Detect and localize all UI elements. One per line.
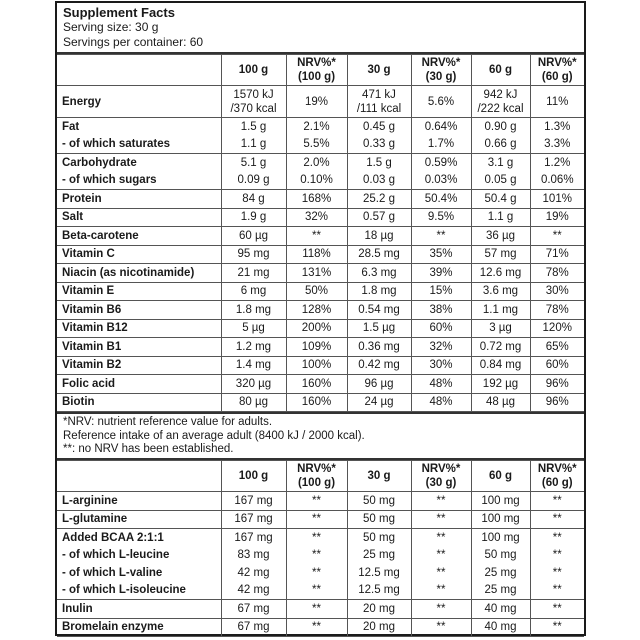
nrv-cell: 48% xyxy=(411,393,471,412)
column-header-line: 100 g xyxy=(238,64,269,76)
nrv-cell: 60% xyxy=(530,356,584,375)
amount-cell: 192 µg xyxy=(471,375,530,394)
nrv-cell: 60% xyxy=(411,319,471,338)
column-header xyxy=(221,55,286,86)
amount-cell: 0.45 g xyxy=(347,118,411,136)
row-label: Vitamin B1 xyxy=(57,338,221,357)
table-row xyxy=(57,118,584,136)
nrv-cell: ** xyxy=(530,529,584,547)
nrv-cell: 30% xyxy=(530,282,584,301)
amount-cell: 1.4 mg xyxy=(221,356,286,375)
row-label: Folic acid xyxy=(57,375,221,394)
amount-cell: 67 mg xyxy=(221,618,286,637)
row-label: - of which L-isoleucine xyxy=(57,582,221,600)
amount-cell: 0.90 g xyxy=(471,118,530,136)
amount-cell: 83 mg xyxy=(221,547,286,565)
energy-kj: 1570 kJ xyxy=(233,88,274,101)
column-header-line: NRV%* xyxy=(297,463,336,475)
nrv-cell: 19% xyxy=(530,208,584,227)
nrv-cell: 100% xyxy=(286,356,347,375)
table-row xyxy=(57,510,584,529)
nrv-cell: ** xyxy=(286,547,347,565)
amount-cell: 12.5 mg xyxy=(347,564,411,582)
amount-cell: 1.1 g xyxy=(221,136,286,154)
column-header-line: NRV%* xyxy=(297,57,336,69)
facts-title: Supplement Facts xyxy=(63,5,175,20)
header-blank xyxy=(57,461,221,492)
column-header xyxy=(286,461,347,492)
amount-cell: 0.09 g xyxy=(221,172,286,190)
nrv-cell: 0.59% xyxy=(411,154,471,172)
nrv-cell: 30% xyxy=(411,356,471,375)
amount-cell: 42 mg xyxy=(221,564,286,582)
column-header-line: 30 g xyxy=(367,470,391,482)
nrv-cell: 32% xyxy=(411,338,471,357)
amount-cell: 25 mg xyxy=(347,547,411,565)
table-row xyxy=(57,582,584,600)
nrv-cell: ** xyxy=(530,564,584,582)
column-header-line: (100 g) xyxy=(297,477,336,489)
nutrition-table xyxy=(57,54,584,412)
amount-cell: 1.5 g xyxy=(221,118,286,136)
amount-cell: 1.8 mg xyxy=(221,301,286,320)
table-row xyxy=(57,547,584,565)
note-line: Reference intake of an average adult (8400 kJ / 2000 kcal). xyxy=(63,429,365,442)
table-row xyxy=(57,172,584,190)
energy-nrv-60g: 11% xyxy=(530,86,584,118)
amount-cell: 6 mg xyxy=(221,282,286,301)
nrv-cell: 1.2% xyxy=(530,154,584,172)
nrv-cell: ** xyxy=(411,600,471,619)
column-header xyxy=(471,55,530,86)
row-label: Vitamin B12 xyxy=(57,319,221,338)
nrv-notes xyxy=(57,412,584,460)
amount-cell: 20 mg xyxy=(347,618,411,637)
nrv-cell: 65% xyxy=(530,338,584,357)
amount-cell: 48 µg xyxy=(471,393,530,412)
nrv-cell: 1.7% xyxy=(411,136,471,154)
nrv-cell: 0.06% xyxy=(530,172,584,190)
nrv-cell: ** xyxy=(286,492,347,511)
amount-cell: 36 µg xyxy=(471,227,530,246)
nrv-cell: 15% xyxy=(411,282,471,301)
nrv-cell: 39% xyxy=(411,264,471,283)
table-row xyxy=(57,492,584,511)
amount-cell: 1.1 mg xyxy=(471,301,530,320)
column-header-line: 60 g xyxy=(488,64,512,76)
amount-cell: 1.5 µg xyxy=(347,319,411,338)
column-header xyxy=(471,461,530,492)
amount-cell: 0.72 mg xyxy=(471,338,530,357)
amount-cell: 1.5 g xyxy=(347,154,411,172)
nrv-cell: 118% xyxy=(286,245,347,264)
amount-cell: 100 mg xyxy=(471,529,530,547)
table-row xyxy=(57,529,584,547)
nrv-cell: 50% xyxy=(286,282,347,301)
energy-60g xyxy=(471,86,530,118)
nrv-cell: ** xyxy=(411,492,471,511)
energy-nrv-100g: 19% xyxy=(286,86,347,118)
row-label: Vitamin B2 xyxy=(57,356,221,375)
servings-per-container: Servings per container: 60 xyxy=(63,35,204,49)
amount-cell: 5.1 g xyxy=(221,154,286,172)
row-label: Vitamin C xyxy=(57,245,221,264)
nrv-cell: ** xyxy=(286,618,347,637)
nrv-cell: ** xyxy=(530,582,584,600)
amount-cell: 0.03 g xyxy=(347,172,411,190)
column-header-line: NRV%* xyxy=(537,463,577,475)
nrv-cell: ** xyxy=(411,582,471,600)
nrv-cell: 2.1% xyxy=(286,118,347,136)
nrv-cell: ** xyxy=(286,529,347,547)
nrv-cell: 48% xyxy=(411,375,471,394)
amount-cell: 167 mg xyxy=(221,492,286,511)
row-label: Biotin xyxy=(57,393,221,412)
row-label: Salt xyxy=(57,208,221,227)
amount-cell: 0.33 g xyxy=(347,136,411,154)
amount-cell: 0.66 g xyxy=(471,136,530,154)
row-label: Carbohydrate xyxy=(57,154,221,172)
row-label: - of which L-leucine xyxy=(57,547,221,565)
table-row xyxy=(57,618,584,637)
amount-cell: 80 µg xyxy=(221,393,286,412)
nrv-cell: 128% xyxy=(286,301,347,320)
row-label: Vitamin E xyxy=(57,282,221,301)
other-ingredients-table xyxy=(57,460,584,637)
nrv-cell: ** xyxy=(411,618,471,637)
table-row xyxy=(57,301,584,320)
amount-cell: 50 mg xyxy=(347,492,411,511)
nrv-cell: 78% xyxy=(530,264,584,283)
column-header xyxy=(411,55,471,86)
amount-cell: 50 mg xyxy=(471,547,530,565)
nrv-cell: 0.03% xyxy=(411,172,471,190)
energy-30g xyxy=(347,86,411,118)
amount-cell: 21 mg xyxy=(221,264,286,283)
nrv-cell: 35% xyxy=(411,245,471,264)
column-header-line: (60 g) xyxy=(541,71,573,83)
table-row xyxy=(57,564,584,582)
amount-cell: 167 mg xyxy=(221,529,286,547)
amount-cell: 0.54 mg xyxy=(347,301,411,320)
nrv-cell: 101% xyxy=(530,190,584,209)
table-row xyxy=(57,190,584,209)
nrv-cell: ** xyxy=(530,492,584,511)
nrv-cell: ** xyxy=(286,564,347,582)
amount-cell: 5 µg xyxy=(221,319,286,338)
nrv-cell: 168% xyxy=(286,190,347,209)
nrv-cell: 0.64% xyxy=(411,118,471,136)
nrv-cell: ** xyxy=(411,564,471,582)
other-ingredients-header xyxy=(57,461,584,492)
amount-cell: 18 µg xyxy=(347,227,411,246)
nrv-cell: 200% xyxy=(286,319,347,338)
amount-cell: 12.6 mg xyxy=(471,264,530,283)
nrv-cell: ** xyxy=(286,582,347,600)
column-header-line: (60 g) xyxy=(541,477,573,489)
amount-cell: 0.42 mg xyxy=(347,356,411,375)
row-label: Protein xyxy=(57,190,221,209)
nrv-cell: 2.0% xyxy=(286,154,347,172)
energy-nrv-30g: 5.6% xyxy=(411,86,471,118)
nrv-cell: ** xyxy=(286,600,347,619)
amount-cell: 24 µg xyxy=(347,393,411,412)
amount-cell: 25 mg xyxy=(471,582,530,600)
table-row xyxy=(57,375,584,394)
note-line: **: no NRV has been established. xyxy=(63,443,234,455)
energy-kj: 471 kJ xyxy=(362,88,396,101)
column-header-line: (30 g) xyxy=(425,477,457,489)
table-row xyxy=(57,245,584,264)
column-header-line: (30 g) xyxy=(425,71,457,83)
amount-cell: 57 mg xyxy=(471,245,530,264)
serving-size: Serving size: 30 g xyxy=(63,20,159,34)
amount-cell: 0.84 mg xyxy=(471,356,530,375)
amount-cell: 0.36 mg xyxy=(347,338,411,357)
table-row xyxy=(57,154,584,172)
nrv-cell: 120% xyxy=(530,319,584,338)
amount-cell: 1.2 mg xyxy=(221,338,286,357)
amount-cell: 167 mg xyxy=(221,510,286,529)
nutrition-table-header xyxy=(57,55,584,86)
nrv-cell: 9.5% xyxy=(411,208,471,227)
row-label: Inulin xyxy=(57,600,221,619)
nrv-cell: ** xyxy=(530,547,584,565)
column-header-line: (100 g) xyxy=(297,71,336,83)
amount-cell: 50.4 g xyxy=(471,190,530,209)
row-label: L-glutamine xyxy=(57,510,221,529)
amount-cell: 84 g xyxy=(221,190,286,209)
amount-cell: 40 mg xyxy=(471,618,530,637)
energy-kcal: /222 kcal xyxy=(477,102,524,115)
row-label: Energy xyxy=(57,86,221,118)
nrv-cell: ** xyxy=(411,227,471,246)
nrv-cell: ** xyxy=(411,510,471,529)
table-row xyxy=(57,264,584,283)
column-header xyxy=(411,461,471,492)
nrv-cell: 38% xyxy=(411,301,471,320)
header-blank xyxy=(57,55,221,86)
amount-cell: 25.2 g xyxy=(347,190,411,209)
column-header xyxy=(347,461,411,492)
column-header xyxy=(347,55,411,86)
amount-cell: 25 mg xyxy=(471,564,530,582)
amount-cell: 96 µg xyxy=(347,375,411,394)
nrv-cell: ** xyxy=(530,600,584,619)
amount-cell: 50 mg xyxy=(347,510,411,529)
amount-cell: 40 mg xyxy=(471,600,530,619)
nrv-cell: ** xyxy=(286,227,347,246)
table-row xyxy=(57,227,584,246)
row-label: Beta-carotene xyxy=(57,227,221,246)
amount-cell: 20 mg xyxy=(347,600,411,619)
column-header xyxy=(286,55,347,86)
row-label: - of which L-valine xyxy=(57,564,221,582)
table-row xyxy=(57,600,584,619)
table-row xyxy=(57,393,584,412)
nrv-cell: 131% xyxy=(286,264,347,283)
nrv-cell: 50.4% xyxy=(411,190,471,209)
energy-100g xyxy=(221,86,286,118)
amount-cell: 60 µg xyxy=(221,227,286,246)
amount-cell: 0.57 g xyxy=(347,208,411,227)
supplement-facts-panel xyxy=(55,1,586,636)
table-row-energy xyxy=(57,86,584,118)
note-line: *NRV: nutrient reference value for adults. xyxy=(63,416,273,428)
amount-cell: 100 mg xyxy=(471,510,530,529)
table-row xyxy=(57,282,584,301)
row-label: - of which saturates xyxy=(57,136,221,154)
nrv-cell: 1.3% xyxy=(530,118,584,136)
column-header-line: 100 g xyxy=(238,470,269,482)
amount-cell: 3 µg xyxy=(471,319,530,338)
row-label: - of which sugars xyxy=(57,172,221,190)
amount-cell: 1.9 g xyxy=(221,208,286,227)
nrv-cell: ** xyxy=(411,547,471,565)
nrv-cell: ** xyxy=(411,529,471,547)
amount-cell: 95 mg xyxy=(221,245,286,264)
nrv-cell: 96% xyxy=(530,375,584,394)
nrv-cell: 71% xyxy=(530,245,584,264)
amount-cell: 12.5 mg xyxy=(347,582,411,600)
column-header-line: NRV%* xyxy=(421,463,461,475)
nrv-cell: 78% xyxy=(530,301,584,320)
column-header-line: NRV%* xyxy=(421,57,461,69)
amount-cell: 67 mg xyxy=(221,600,286,619)
energy-kj: 942 kJ xyxy=(483,88,518,101)
amount-cell: 3.1 g xyxy=(471,154,530,172)
table-row xyxy=(57,356,584,375)
column-header-line: NRV%* xyxy=(537,57,577,69)
table-row xyxy=(57,136,584,154)
amount-cell: 6.3 mg xyxy=(347,264,411,283)
nrv-cell: 96% xyxy=(530,393,584,412)
energy-kcal: /370 kcal xyxy=(230,102,277,115)
amount-cell: 1.1 g xyxy=(471,208,530,227)
table-row xyxy=(57,208,584,227)
nrv-cell: 0.10% xyxy=(286,172,347,190)
nrv-cell: ** xyxy=(530,510,584,529)
row-label: L-arginine xyxy=(57,492,221,511)
nrv-cell: 160% xyxy=(286,375,347,394)
amount-cell: 28.5 mg xyxy=(347,245,411,264)
nrv-cell: ** xyxy=(530,618,584,637)
nrv-cell: ** xyxy=(530,227,584,246)
nrv-cell: 109% xyxy=(286,338,347,357)
column-header xyxy=(530,461,584,492)
table-row xyxy=(57,319,584,338)
row-label: Fat xyxy=(57,118,221,136)
amount-cell: 3.6 mg xyxy=(471,282,530,301)
energy-kcal: /111 kcal xyxy=(356,102,402,115)
column-header-line: 60 g xyxy=(488,470,512,482)
nrv-cell: 5.5% xyxy=(286,136,347,154)
column-header xyxy=(221,461,286,492)
row-label: Niacin (as nicotinamide) xyxy=(57,264,221,283)
row-label: Added BCAA 2:1:1 xyxy=(57,529,221,547)
amount-cell: 1.8 mg xyxy=(347,282,411,301)
nrv-cell: ** xyxy=(286,510,347,529)
amount-cell: 100 mg xyxy=(471,492,530,511)
facts-header xyxy=(57,3,584,54)
amount-cell: 42 mg xyxy=(221,582,286,600)
table-row xyxy=(57,338,584,357)
nrv-cell: 32% xyxy=(286,208,347,227)
column-header-line: 30 g xyxy=(367,64,391,76)
amount-cell: 50 mg xyxy=(347,529,411,547)
amount-cell: 0.05 g xyxy=(471,172,530,190)
nrv-cell: 3.3% xyxy=(530,136,584,154)
amount-cell: 320 µg xyxy=(221,375,286,394)
nrv-cell: 160% xyxy=(286,393,347,412)
column-header xyxy=(530,55,584,86)
row-label: Bromelain enzyme xyxy=(57,618,221,637)
row-label: Vitamin B6 xyxy=(57,301,221,320)
